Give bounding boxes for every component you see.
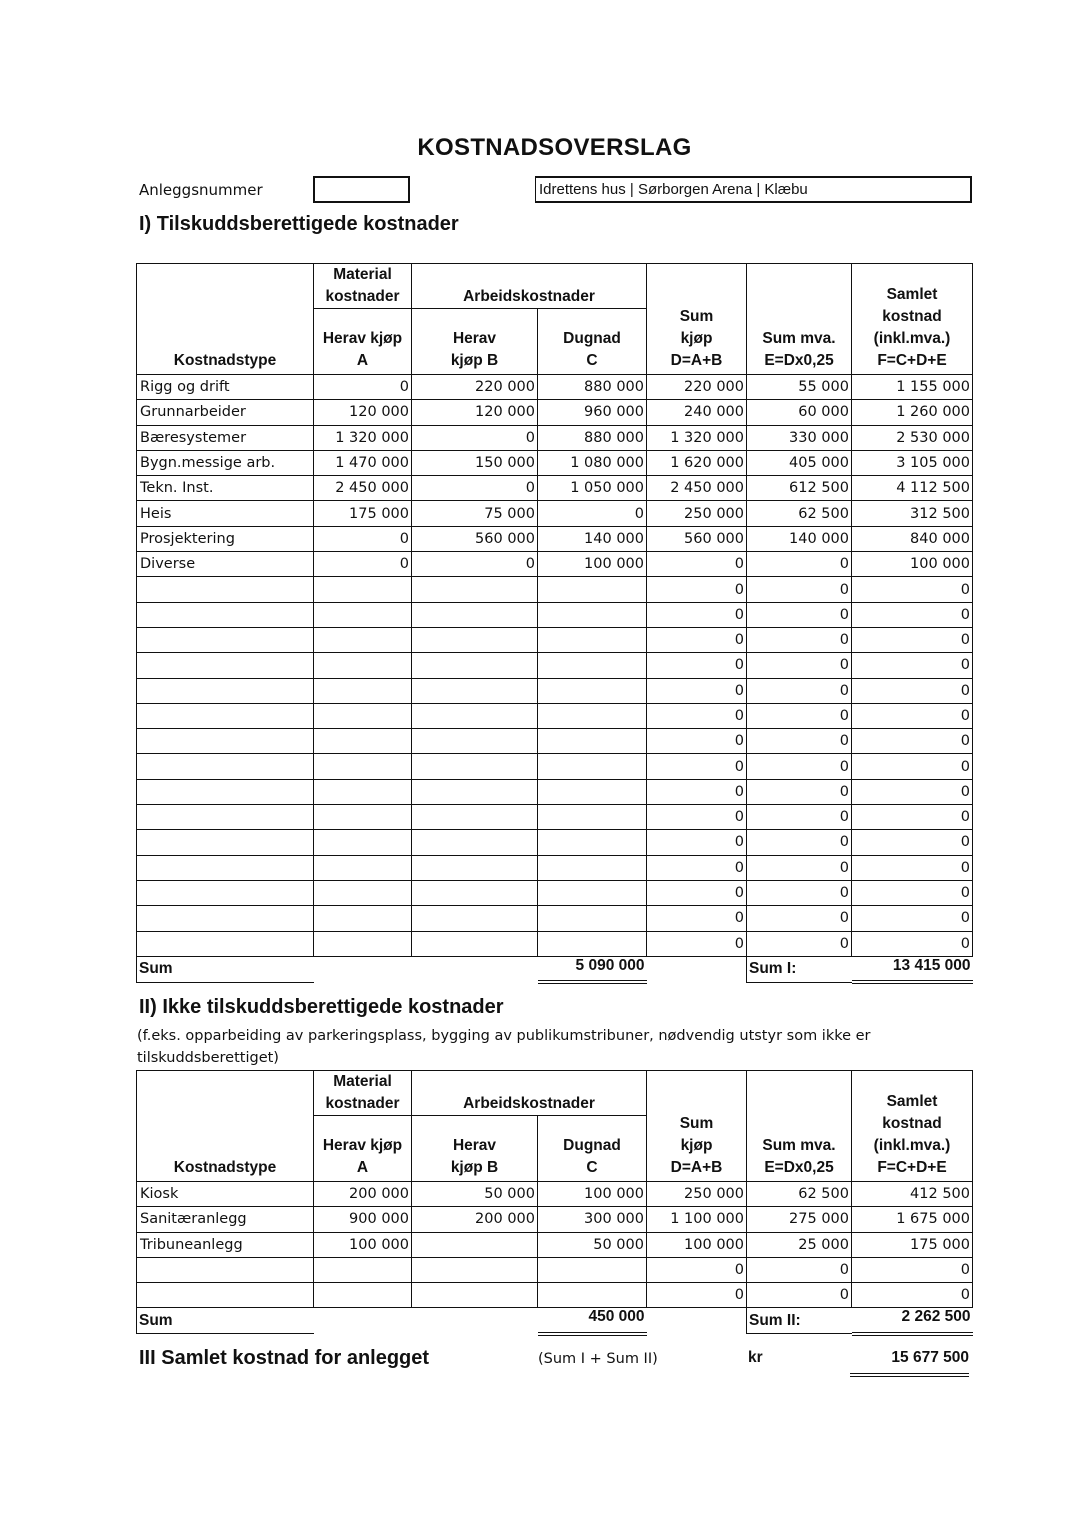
table-row [137, 1283, 973, 1308]
cell-col-c[interactable]: 1 050 000 [538, 476, 647, 501]
cell-col-d[interactable]: 0 [647, 729, 747, 754]
cell-col-c[interactable]: 960 000 [538, 400, 647, 425]
header-material-group: Material kostnader [314, 264, 412, 309]
cell-col-a[interactable] [314, 602, 412, 627]
cell-col-d[interactable]: 560 000 [647, 526, 747, 551]
cell-col-a[interactable]: 0 [314, 552, 412, 577]
cell-col-b[interactable]: 0 [412, 476, 538, 501]
cell-col-d[interactable]: 0 [647, 754, 747, 779]
cell-col-e[interactable]: 330 000 [747, 425, 852, 450]
cell-col-b[interactable] [412, 880, 538, 905]
cell-col-c[interactable] [538, 931, 647, 956]
cell-col-e[interactable]: 140 000 [747, 526, 852, 551]
header-arbeid-group: Arbeidskostnader [412, 264, 647, 309]
cell-col-d[interactable]: 2 450 000 [647, 476, 747, 501]
table-row [137, 627, 973, 652]
cell-col-c[interactable] [538, 678, 647, 703]
cell-col-b[interactable]: 75 000 [412, 501, 538, 526]
cell-col-d[interactable]: 220 000 [647, 375, 747, 400]
cell-col-e[interactable]: 0 [747, 906, 852, 931]
cell-col-e[interactable]: 0 [747, 880, 852, 905]
cell-col-d[interactable]: 250 000 [647, 501, 747, 526]
cell-col-b[interactable]: 200 000 [412, 1207, 538, 1232]
cell-col-f[interactable]: 0 [852, 577, 973, 602]
cell-col-e[interactable]: 0 [747, 1283, 852, 1308]
cell-col-a[interactable] [314, 779, 412, 804]
cell-col-a[interactable] [314, 703, 412, 728]
cell-col-d[interactable]: 0 [647, 931, 747, 956]
cell-col-b[interactable] [412, 830, 538, 855]
section-2-sum-row [137, 1308, 973, 1334]
cell-col-d[interactable]: 0 [647, 906, 747, 931]
cell-col-f[interactable]: 0 [852, 602, 973, 627]
cell-col-e[interactable]: 612 500 [747, 476, 852, 501]
cell-col-d[interactable]: 0 [647, 830, 747, 855]
table-row [137, 526, 973, 551]
cell-col-a[interactable]: 900 000 [314, 1207, 412, 1232]
cell-col-c[interactable]: 880 000 [538, 375, 647, 400]
cell-col-b[interactable] [412, 729, 538, 754]
cell-col-f[interactable]: 0 [852, 754, 973, 779]
table-row [137, 1257, 973, 1282]
cell-col-c[interactable] [538, 653, 647, 678]
cell-col-a[interactable]: 200 000 [314, 1182, 412, 1207]
table-row [137, 1207, 973, 1232]
table-row [137, 906, 973, 931]
cell-col-e[interactable]: 55 000 [747, 375, 852, 400]
cell-col-c[interactable] [538, 703, 647, 728]
section-2-table [136, 1070, 973, 1336]
cell-col-e[interactable]: 0 [747, 729, 852, 754]
table-row [137, 703, 973, 728]
cell-col-e[interactable]: 0 [747, 703, 852, 728]
anleggsnummer-field[interactable] [313, 176, 410, 203]
cell-col-d[interactable]: 250 000 [647, 1182, 747, 1207]
cell-kostnadstype[interactable] [137, 703, 314, 728]
cell-kostnadstype[interactable] [137, 805, 314, 830]
cell-col-b[interactable]: 50 000 [412, 1182, 538, 1207]
cell-col-e[interactable]: 60 000 [747, 400, 852, 425]
header-col-b: Herav kjøp B [412, 309, 538, 375]
cell-kostnadstype[interactable] [137, 754, 314, 779]
grand-total-value: 15 677 500 [850, 1349, 969, 1377]
anleggsnummer-label: Anleggsnummer [139, 181, 263, 199]
cell-kostnadstype[interactable]: Kiosk [137, 1182, 314, 1207]
cell-col-f[interactable]: 312 500 [852, 501, 973, 526]
sum-c-value: 450 000 [538, 1308, 647, 1334]
cell-col-b[interactable] [412, 627, 538, 652]
cell-col-c[interactable] [538, 1283, 647, 1308]
cell-col-a[interactable] [314, 1283, 412, 1308]
cell-col-f[interactable]: 2 530 000 [852, 425, 973, 450]
table-row [137, 501, 973, 526]
cell-col-d[interactable]: 1 320 000 [647, 425, 747, 450]
cell-col-f[interactable]: 4 112 500 [852, 476, 973, 501]
cell-col-e[interactable]: 62 500 [747, 1182, 852, 1207]
cell-kostnadstype[interactable]: Diverse [137, 552, 314, 577]
cell-col-e[interactable]: 62 500 [747, 501, 852, 526]
header-col-e: Sum mva. E=Dx0,25 [747, 264, 852, 375]
sum-total-label: Sum II: [747, 1308, 852, 1334]
cell-col-b[interactable]: 150 000 [412, 450, 538, 475]
cell-kostnadstype[interactable] [137, 729, 314, 754]
cell-kostnadstype[interactable] [137, 779, 314, 804]
table-row [137, 602, 973, 627]
table-row [137, 880, 973, 905]
cell-col-f[interactable]: 0 [852, 779, 973, 804]
cell-col-a[interactable] [314, 678, 412, 703]
cell-col-d[interactable]: 100 000 [647, 1232, 747, 1257]
page-title: KOSTNADSOVERSLAG [417, 134, 692, 161]
section-1-table [136, 263, 973, 984]
cell-col-b[interactable] [412, 1283, 538, 1308]
cell-col-f[interactable]: 1 675 000 [852, 1207, 973, 1232]
cell-col-b[interactable] [412, 906, 538, 931]
cell-kostnadstype[interactable] [137, 1283, 314, 1308]
cell-col-d[interactable]: 1 620 000 [647, 450, 747, 475]
cell-kostnadstype[interactable]: Heis [137, 501, 314, 526]
cell-col-f[interactable]: 100 000 [852, 552, 973, 577]
header-col-b: Herav kjøp B [412, 1116, 538, 1182]
header-arbeid-group: Arbeidskostnader [412, 1071, 647, 1116]
cell-col-c[interactable] [538, 906, 647, 931]
cell-col-b[interactable]: 560 000 [412, 526, 538, 551]
cell-col-c[interactable] [538, 1257, 647, 1282]
cell-col-a[interactable]: 0 [314, 526, 412, 551]
cell-col-f[interactable]: 412 500 [852, 1182, 973, 1207]
cell-col-e[interactable]: 25 000 [747, 1232, 852, 1257]
cell-col-a[interactable] [314, 1257, 412, 1282]
cell-col-a[interactable] [314, 906, 412, 931]
currency-label: kr [748, 1349, 763, 1366]
table-row [137, 1232, 973, 1257]
table-row [137, 450, 973, 475]
cell-col-f[interactable]: 175 000 [852, 1232, 973, 1257]
cell-col-d[interactable]: 0 [647, 678, 747, 703]
cell-col-c[interactable] [538, 830, 647, 855]
cell-col-c[interactable]: 300 000 [538, 1207, 647, 1232]
cell-col-d[interactable]: 0 [647, 855, 747, 880]
header-col-c: Dugnad C [538, 309, 647, 375]
sum-total-value: 13 415 000 [852, 956, 973, 982]
cell-kostnadstype[interactable] [137, 627, 314, 652]
cell-col-e[interactable]: 275 000 [747, 1207, 852, 1232]
cell-col-c[interactable]: 880 000 [538, 425, 647, 450]
sum-label: Sum [137, 1308, 314, 1334]
cell-col-f[interactable]: 0 [852, 906, 973, 931]
cell-col-c[interactable] [538, 754, 647, 779]
cell-col-a[interactable] [314, 653, 412, 678]
cell-col-e[interactable]: 0 [747, 779, 852, 804]
header-col-c: Dugnad C [538, 1116, 647, 1182]
cell-col-b[interactable] [412, 931, 538, 956]
cell-col-a[interactable] [314, 627, 412, 652]
cell-col-f[interactable]: 3 105 000 [852, 450, 973, 475]
section-3-heading: III Samlet kostnad for anlegget [139, 1347, 430, 1369]
cell-col-e[interactable]: 0 [747, 855, 852, 880]
cell-col-b[interactable] [412, 805, 538, 830]
cell-col-b[interactable]: 220 000 [412, 375, 538, 400]
cell-col-b[interactable] [412, 1232, 538, 1257]
cell-col-c[interactable] [538, 880, 647, 905]
cell-col-b[interactable]: 0 [412, 425, 538, 450]
cell-kostnadstype[interactable] [137, 931, 314, 956]
cell-col-f[interactable]: 0 [852, 805, 973, 830]
cell-col-e[interactable]: 0 [747, 931, 852, 956]
cell-col-d[interactable]: 1 100 000 [647, 1207, 747, 1232]
cell-col-a[interactable] [314, 577, 412, 602]
header-col-e: Sum mva. E=Dx0,25 [747, 1071, 852, 1182]
total-formula: (Sum I + Sum II) [538, 1351, 658, 1367]
header-col-d: Sum kjøp D=A+B [647, 1071, 747, 1182]
cell-col-c[interactable]: 140 000 [538, 526, 647, 551]
header-col-a: Herav kjøp A [314, 1116, 412, 1182]
cell-kostnadstype[interactable]: Bygn.messige arb. [137, 450, 314, 475]
table-row [137, 855, 973, 880]
cell-col-a[interactable]: 100 000 [314, 1232, 412, 1257]
cell-col-b[interactable] [412, 653, 538, 678]
sum-total-label: Sum I: [747, 956, 852, 982]
sum-label: Sum [137, 956, 314, 982]
cell-col-f[interactable]: 0 [852, 627, 973, 652]
header-kostnadstype: Kostnadstype [137, 1071, 314, 1182]
table-row [137, 400, 973, 425]
table-row [137, 577, 973, 602]
cell-col-d[interactable]: 0 [647, 1283, 747, 1308]
table-row [137, 653, 973, 678]
cell-col-e[interactable]: 0 [747, 1257, 852, 1282]
cell-col-c[interactable] [538, 577, 647, 602]
cell-kostnadstype[interactable] [137, 602, 314, 627]
sum-c-value: 5 090 000 [538, 956, 647, 982]
section-1-heading: I) Tilskuddsberettigede kostnader [139, 213, 459, 235]
cell-col-d[interactable]: 0 [647, 627, 747, 652]
cell-kostnadstype[interactable] [137, 880, 314, 905]
cell-col-f[interactable]: 0 [852, 830, 973, 855]
cell-col-b[interactable] [412, 1257, 538, 1282]
cell-kostnadstype[interactable]: Rigg og drift [137, 375, 314, 400]
cell-col-e[interactable]: 0 [747, 754, 852, 779]
cell-kostnadstype[interactable] [137, 678, 314, 703]
cell-col-f[interactable]: 840 000 [852, 526, 973, 551]
cell-kostnadstype[interactable]: Bæresystemer [137, 425, 314, 450]
cell-col-e[interactable]: 0 [747, 552, 852, 577]
cell-col-d[interactable]: 240 000 [647, 400, 747, 425]
cell-col-f[interactable]: 0 [852, 931, 973, 956]
cell-kostnadstype[interactable] [137, 855, 314, 880]
cell-kostnadstype[interactable] [137, 1257, 314, 1282]
header-col-f: Samlet kostnad (inkl.mva.) F=C+D+E [852, 264, 973, 375]
cell-col-b[interactable] [412, 678, 538, 703]
cell-col-c[interactable] [538, 805, 647, 830]
cell-col-b[interactable] [412, 754, 538, 779]
cell-col-c[interactable] [538, 729, 647, 754]
table-row [137, 375, 973, 400]
section-2-note: (f.eks. opparbeiding av parkeringsplass, bygging av publikumstribuner, nødvendig utstyr som ikke er tilskuddsberettiget) [137, 1028, 871, 1066]
cell-col-e[interactable]: 0 [747, 830, 852, 855]
table-row [137, 425, 973, 450]
cell-col-e[interactable]: 0 [747, 577, 852, 602]
table-row [137, 678, 973, 703]
cell-col-c[interactable] [538, 602, 647, 627]
cell-col-f[interactable]: 0 [852, 653, 973, 678]
cell-col-d[interactable]: 0 [647, 653, 747, 678]
cell-col-c[interactable] [538, 855, 647, 880]
cell-col-c[interactable]: 0 [538, 501, 647, 526]
cell-col-f[interactable]: 0 [852, 1257, 973, 1282]
cell-col-f[interactable]: 0 [852, 855, 973, 880]
cell-col-c[interactable] [538, 779, 647, 804]
cell-col-f[interactable]: 0 [852, 1283, 973, 1308]
header-col-d: Sum kjøp D=A+B [647, 264, 747, 375]
cell-col-c[interactable] [538, 627, 647, 652]
cell-col-e[interactable]: 405 000 [747, 450, 852, 475]
cell-col-a[interactable]: 120 000 [314, 400, 412, 425]
cell-col-b[interactable] [412, 703, 538, 728]
cell-col-b[interactable] [412, 602, 538, 627]
cell-col-c[interactable]: 100 000 [538, 1182, 647, 1207]
cell-col-d[interactable]: 0 [647, 703, 747, 728]
cell-kostnadstype[interactable]: Tekn. Inst. [137, 476, 314, 501]
cell-col-e[interactable]: 0 [747, 805, 852, 830]
cell-col-a[interactable] [314, 805, 412, 830]
cell-col-e[interactable]: 0 [747, 678, 852, 703]
table-row [137, 552, 973, 577]
cell-col-b[interactable] [412, 779, 538, 804]
sum-total-value: 2 262 500 [852, 1308, 973, 1334]
table-row [137, 729, 973, 754]
cell-col-e[interactable]: 0 [747, 602, 852, 627]
cell-col-f[interactable]: 1 260 000 [852, 400, 973, 425]
table-row [137, 754, 973, 779]
cell-col-a[interactable] [314, 855, 412, 880]
cell-col-d[interactable]: 0 [647, 805, 747, 830]
table-row [137, 1182, 973, 1207]
table-row [137, 805, 973, 830]
cell-col-f[interactable]: 1 155 000 [852, 375, 973, 400]
cell-col-a[interactable] [314, 830, 412, 855]
cell-col-f[interactable]: 0 [852, 703, 973, 728]
cell-col-e[interactable]: 0 [747, 627, 852, 652]
cell-col-a[interactable] [314, 729, 412, 754]
cell-col-b[interactable]: 0 [412, 552, 538, 577]
cell-col-c[interactable]: 1 080 000 [538, 450, 647, 475]
cell-col-f[interactable]: 0 [852, 880, 973, 905]
cell-col-a[interactable]: 0 [314, 375, 412, 400]
header-kostnadstype: Kostnadstype [137, 264, 314, 375]
cell-col-b[interactable] [412, 855, 538, 880]
table-row [137, 830, 973, 855]
cell-col-a[interactable] [314, 754, 412, 779]
cell-col-c[interactable]: 100 000 [538, 552, 647, 577]
cell-kostnadstype[interactable]: Grunnarbeider [137, 400, 314, 425]
cell-kostnadstype[interactable]: Tribuneanlegg [137, 1232, 314, 1257]
cell-col-a[interactable]: 1 470 000 [314, 450, 412, 475]
table-row [137, 931, 973, 956]
cell-kostnadstype[interactable] [137, 653, 314, 678]
header-col-a: Herav kjøp A [314, 309, 412, 375]
cell-col-c[interactable]: 50 000 [538, 1232, 647, 1257]
cell-kostnadstype[interactable] [137, 577, 314, 602]
section-1-sum-row [137, 956, 973, 982]
cell-col-b[interactable]: 120 000 [412, 400, 538, 425]
table-row [137, 779, 973, 804]
cell-col-a[interactable]: 1 320 000 [314, 425, 412, 450]
cell-col-a[interactable]: 2 450 000 [314, 476, 412, 501]
cell-col-a[interactable]: 175 000 [314, 501, 412, 526]
header-material-group: Material kostnader [314, 1071, 412, 1116]
cell-col-d[interactable]: 0 [647, 602, 747, 627]
anlegg-name-field[interactable]: Idrettens hus | Sørborgen Arena | Klæbu [535, 176, 972, 203]
cell-col-e[interactable]: 0 [747, 653, 852, 678]
section-2-heading: II) Ikke tilskuddsberettigede kostnader [139, 996, 504, 1018]
table-row [137, 476, 973, 501]
cell-col-d[interactable]: 0 [647, 577, 747, 602]
cell-col-d[interactable]: 0 [647, 779, 747, 804]
cell-col-f[interactable]: 0 [852, 729, 973, 754]
cell-col-a[interactable] [314, 931, 412, 956]
cell-col-d[interactable]: 0 [647, 880, 747, 905]
header-col-f: Samlet kostnad (inkl.mva.) F=C+D+E [852, 1071, 973, 1182]
cell-kostnadstype[interactable]: Prosjektering [137, 526, 314, 551]
cell-kostnadstype[interactable] [137, 830, 314, 855]
cell-col-b[interactable] [412, 577, 538, 602]
cell-kostnadstype[interactable] [137, 906, 314, 931]
cell-kostnadstype[interactable]: Sanitæranlegg [137, 1207, 314, 1232]
cell-col-d[interactable]: 0 [647, 552, 747, 577]
cell-col-d[interactable]: 0 [647, 1257, 747, 1282]
cell-col-a[interactable] [314, 880, 412, 905]
cell-col-f[interactable]: 0 [852, 678, 973, 703]
